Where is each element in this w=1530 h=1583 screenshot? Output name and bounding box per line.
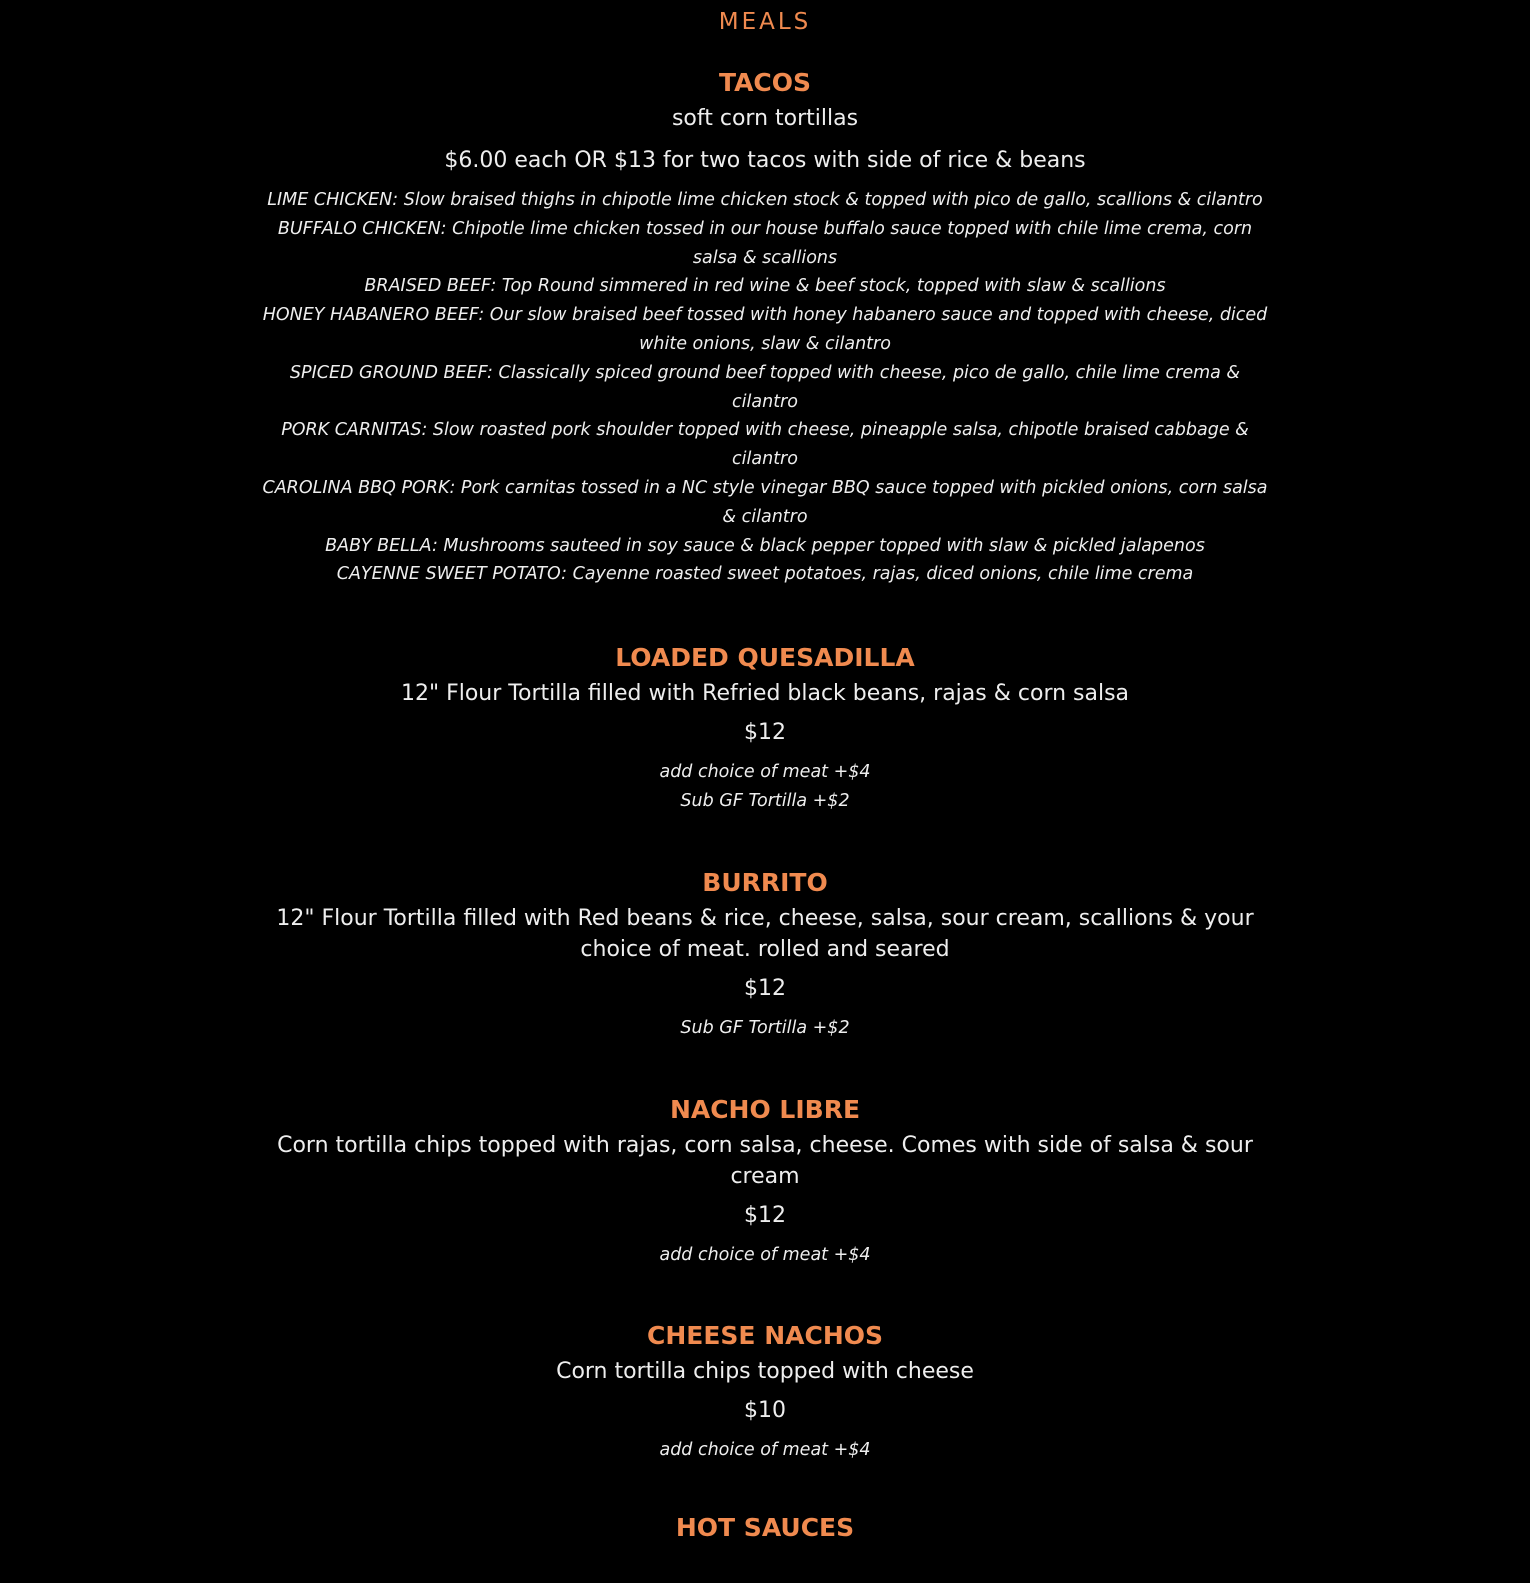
- section-nacho-libre: [260, 1094, 1270, 1270]
- list-item: LIME CHICKEN: Slow braised thighs in chipotle lime chicken stock & topped with pico de gallo, scallions & cilantro: [267, 190, 1263, 210]
- section-description: 12" Flour Tortilla filled with Red beans & rice, cheese, salsa, sour cream, scallions & your choice of meat. rolled and seared: [276, 905, 1254, 962]
- section-description: 12" Flour Tortilla filled with Refried black beans, rajas & corn salsa: [400, 681, 1130, 707]
- section-notes: [260, 758, 1270, 816]
- section-title: HOT SAUCES: [675, 1513, 855, 1543]
- list-item: BABY BELLA: Mushrooms sauteed in soy sauce & black pepper topped with slaw & pickled jalapenos: [325, 535, 1205, 556]
- list-item: CAROLINA BBQ PORK: Pork carnitas tossed in a NC style vinegar BBQ sauce topped with pickled onions, corn salsa & cilantro: [262, 477, 1268, 527]
- page-title: MEALS: [718, 9, 812, 35]
- section-description: Corn tortilla chips topped with cheese: [556, 1359, 974, 1385]
- section-description: Corn tortilla chips topped with rajas, corn salsa, cheese. Comes with side of salsa & sour cream: [277, 1132, 1253, 1189]
- list-item: BRAISED BEEF: Top Round simmered in red wine & beef stock, topped with slaw & scallions: [364, 276, 1166, 297]
- section-notes: [260, 1241, 1270, 1270]
- note: Sub GF Tortilla +$2: [680, 1017, 850, 1038]
- section-title: BURRITO: [702, 867, 828, 897]
- menu: [260, 0, 1270, 1544]
- section-quesadilla: [260, 642, 1270, 816]
- note: Sub GF Tortilla +$2: [680, 790, 850, 811]
- section-cheese-nachos: [260, 1320, 1270, 1465]
- section-price: $12: [744, 1202, 786, 1228]
- section-notes: [260, 1014, 1270, 1043]
- section-hot-sauces: [260, 1512, 1270, 1544]
- section-subtitle: soft corn tortillas: [671, 106, 859, 131]
- list-item: HONEY HABANERO BEEF: Our slow braised beef tossed with honey habanero sauce and topped with cheese, diced white onions, slaw & cilantro: [262, 305, 1268, 354]
- section-title: CHEESE NACHOS: [646, 1321, 883, 1351]
- note: add choice of meat +$4: [659, 1440, 871, 1461]
- note: add choice of meat +$4: [659, 1244, 871, 1265]
- section-title: TACOS: [718, 68, 812, 97]
- taco-list: [260, 186, 1270, 589]
- list-item: SPICED GROUND BEEF: Classically spiced ground beef topped with cheese, pico de gallo, chile lime crema & cilantro: [289, 362, 1241, 412]
- section-burrito: [260, 867, 1270, 1043]
- section-title: NACHO LIBRE: [669, 1094, 861, 1124]
- section-notes: [260, 1436, 1270, 1465]
- section-price: $12: [744, 975, 786, 1001]
- section-price: $12: [744, 720, 786, 746]
- section-tacos: [260, 67, 1270, 589]
- section-title: LOADED QUESADILLA: [615, 643, 915, 673]
- list-item: PORK CARNITAS: Slow roasted pork shoulder topped with cheese, pineapple salsa, chipotle braised cabbage & cilantro: [281, 420, 1249, 470]
- section-price: $6.00 each OR $13 for two tacos with side of rice & beans: [444, 148, 1086, 173]
- list-item: CAYENNE SWEET POTATO: Cayenne roasted sweet potatoes, rajas, diced onions, chile lime crema: [336, 564, 1194, 585]
- list-item: BUFFALO CHICKEN: Chipotle lime chicken tossed in our house buffalo sauce topped with chile lime crema, corn salsa & scallions: [277, 218, 1253, 268]
- section-price: $10: [744, 1398, 786, 1424]
- note: add choice of meat +$4: [659, 762, 871, 783]
